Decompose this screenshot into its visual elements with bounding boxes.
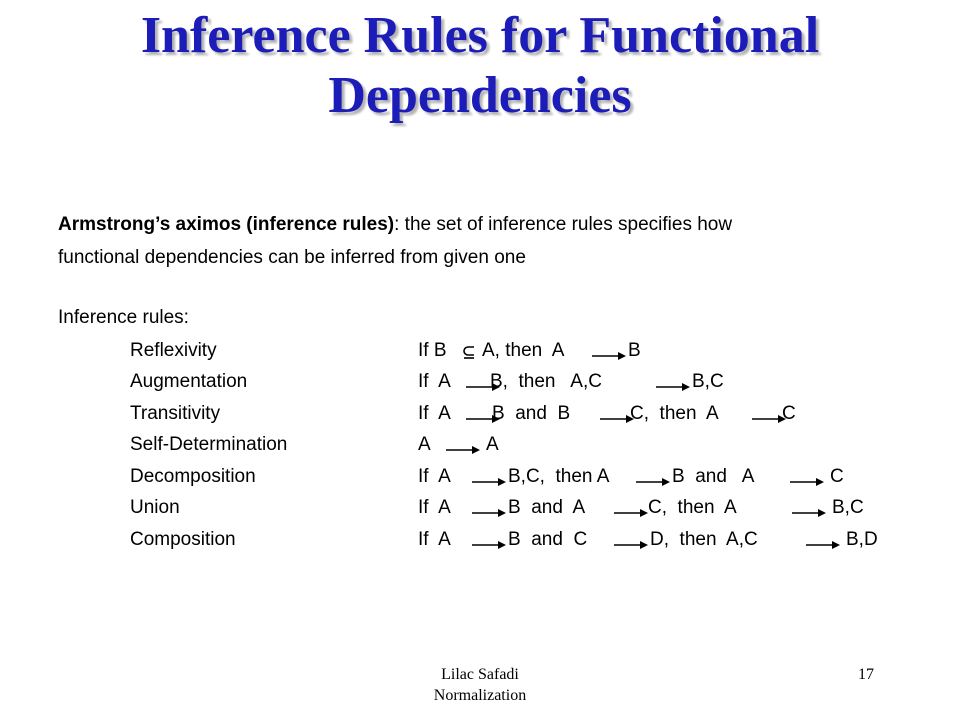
intro-text-2: functional dependencies can be inferred from given one [58, 247, 526, 268]
arrow-icon [472, 508, 506, 518]
intro-paragraph [58, 208, 928, 274]
rule-reflexivity [0, 336, 960, 366]
arrow-icon [472, 477, 506, 487]
rule-text: If A [418, 466, 451, 487]
rule-text: If A [418, 497, 451, 518]
rule-name: Union [130, 497, 180, 518]
rule-text: If B [418, 340, 447, 361]
rule-name: Augmentation [130, 371, 248, 392]
rule-text: B [628, 340, 641, 361]
arrow-icon [446, 445, 480, 455]
rule-text: B, then A,C [490, 371, 602, 392]
rule-text: D, then A,C [650, 529, 758, 550]
page-number: 17 [858, 666, 874, 683]
rule-text: A [486, 434, 499, 455]
arrow-icon [600, 414, 634, 424]
rule-text: If A [418, 403, 451, 424]
rule-name: Reflexivity [130, 340, 217, 361]
rule-text: A, then A [482, 340, 565, 361]
rule-text: C, then A [630, 403, 719, 424]
footer-author: Lilac Safadi [441, 666, 519, 683]
rule-text: C, then A [648, 497, 737, 518]
intro-text-1: : the set of inference rules specifies how [394, 214, 733, 235]
rule-text: B,C [692, 371, 724, 392]
rule-name: Transitivity [130, 403, 221, 424]
arrow-icon [472, 540, 506, 550]
rule-text: B and B [492, 403, 571, 424]
rule-text: B and A [672, 466, 755, 487]
rule-name: Decomposition [130, 466, 256, 487]
rules-heading: Inference rules: [58, 307, 189, 328]
slide-title [0, 6, 960, 126]
rule-text: If A [418, 529, 451, 550]
arrow-icon [636, 477, 670, 487]
rule-text: A [418, 434, 431, 455]
rule-text: B and A [508, 497, 586, 518]
slide-footer [400, 664, 560, 706]
footer-topic: Normalization [433, 687, 527, 704]
rule-decomposition [0, 462, 960, 492]
rule-name: Composition [130, 529, 236, 550]
title-line-1: Inference Rules for Functional [140, 7, 820, 64]
intro-bold-term: Armstrong’s aximos (inference rules) [58, 214, 395, 235]
rule-text: B,C [832, 497, 864, 518]
rule-text: B and C [508, 529, 588, 550]
arrow-icon [806, 540, 840, 550]
arrow-icon [614, 540, 648, 550]
arrow-icon [614, 508, 648, 518]
rule-text: C [830, 466, 844, 487]
rule-augmentation [0, 367, 960, 397]
rule-composition [0, 525, 960, 555]
title-line-2: Dependencies [328, 67, 632, 124]
rule-transitivity [0, 399, 960, 429]
rule-name: Self-Determination [130, 434, 288, 455]
rule-text: B,C, then A [508, 466, 610, 487]
rule-text: C [782, 403, 796, 424]
arrow-icon [792, 508, 826, 518]
rule-text: If A [418, 371, 451, 392]
arrow-icon [592, 351, 626, 361]
arrow-icon [790, 477, 824, 487]
arrow-icon [656, 382, 690, 392]
rule-self-determination [0, 430, 960, 460]
subset-icon [462, 345, 476, 359]
rule-union [0, 493, 960, 523]
rule-text: B,D [846, 529, 878, 550]
arrow-icon [752, 414, 786, 424]
